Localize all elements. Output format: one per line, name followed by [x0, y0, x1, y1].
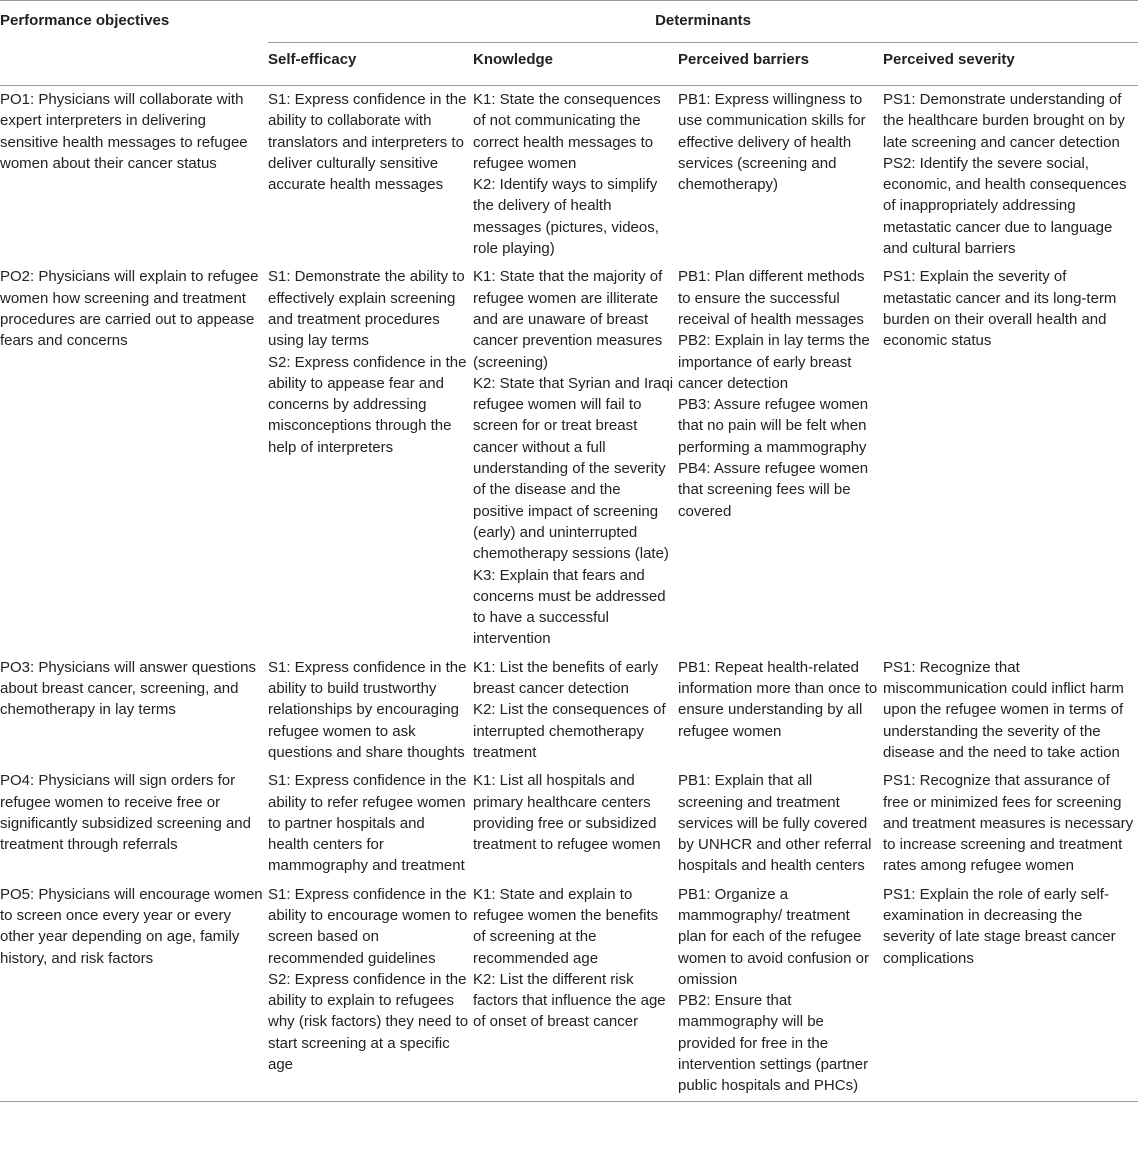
performance-objective-text: PO5: Physicians will encourage women to screen once every year or every other year depending on age, family history, and risk factors: [0, 885, 263, 967]
perceived-barriers-item: PB3: Assure refugee women that no pain will be felt when performing a mammography: [678, 396, 869, 456]
perceived-severity-item: PS1: Explain the severity of metastatic cancer and its long-term burden on their overall health and economic status: [883, 268, 1117, 350]
self-efficacy-cell: [268, 654, 473, 767]
perceived-barriers-cell: [678, 767, 883, 880]
knowledge-item: K2: Identify ways to simplify the delivery of health messages (pictures, videos, role playing): [473, 176, 659, 258]
perceived-barriers-cell: [678, 654, 883, 767]
header-row-1: [0, 1, 1138, 43]
self-efficacy-item: S1: Express confidence in the ability to collaborate with translators and interpreters to deliver culturally sensitive accurate health messages: [268, 91, 467, 194]
header-perceived-severity: Perceived severity: [883, 43, 1138, 86]
table-row: [0, 86, 1138, 264]
table-row: [0, 654, 1138, 767]
knowledge-item: K1: State and explain to refugee women the benefits of screening at the recommended age: [473, 885, 659, 967]
perceived-barriers-item: PB1: Organize a mammography/ treatment plan for each of the refugee women to avoid confusion or omission: [678, 885, 869, 988]
self-efficacy-item: S1: Express confidence in the ability to refer refugee women to partner hospitals and health centers for mammography and treatment: [268, 772, 467, 875]
perceived-barriers-item: PB4: Assure refugee women that screening fees will be covered: [678, 460, 869, 520]
header-blank: [0, 43, 268, 86]
knowledge-cell: [473, 881, 678, 1101]
perceived-barriers-item: PB1: Express willingness to use communication skills for effective delivery of health services (screening and chemotherapy): [678, 91, 866, 194]
performance-objective-cell: [0, 881, 268, 1101]
perceived-severity-cell: [883, 263, 1138, 653]
performance-objective-cell: [0, 263, 268, 653]
self-efficacy-cell: [268, 263, 473, 653]
perceived-barriers-item: PB1: Plan different methods to ensure the successful receival of health messages: [678, 268, 865, 328]
performance-objective-text: PO1: Physicians will collaborate with expert interpreters in delivering sensitive health messages to refugee women about their cancer status: [0, 91, 248, 172]
self-efficacy-item: S1: Express confidence in the ability to encourage women to screen based on recommended guidelines: [268, 885, 468, 967]
header-perceived-barriers: Perceived barriers: [678, 43, 883, 86]
knowledge-item: K1: State that the majority of refugee women are illiterate and are unaware of breast cancer prevention measures (screening): [473, 268, 663, 371]
knowledge-item: K1: State the consequences of not communicating the correct health messages to refugee women: [473, 91, 661, 172]
knowledge-cell: [473, 654, 678, 767]
performance-objective-cell: [0, 86, 268, 264]
self-efficacy-cell: [268, 881, 473, 1101]
self-efficacy-item: S1: Demonstrate the ability to effectively explain screening and treatment procedures using lay terms: [268, 268, 465, 350]
perceived-barriers-item: PB2: Ensure that mammography will be provided for free in the intervention settings (partner public hospitals and PHCs): [678, 992, 869, 1095]
header-self-efficacy: Self-efficacy: [268, 43, 473, 86]
perceived-severity-cell: [883, 767, 1138, 880]
perceived-barriers-item: PB1: Explain that all screening and treatment services will be fully covered by UNHCR and other referral hospitals and health centers: [678, 772, 872, 875]
header-performance-objectives: Performance objectives: [0, 1, 268, 43]
self-efficacy-cell: [268, 86, 473, 264]
perceived-severity-item: PS2: Identify the severe social, economic, and health consequences of inappropriately addressing metastatic cancer due to language and cultural barriers: [883, 154, 1127, 258]
knowledge-cell: [473, 767, 678, 880]
knowledge-item: K2: State that Syrian and Iraqi refugee women will fail to screen for or treat breast cancer without a full understanding of the severity of the disease and the positive impact of screening (early) and uninterrupted chemotherapy sessions (late): [473, 374, 674, 563]
perceived-barriers-cell: [678, 881, 883, 1101]
table-body: [0, 86, 1138, 1102]
knowledge-cell: [473, 86, 678, 264]
header-row-2: [0, 43, 1138, 86]
perceived-barriers-item: PB1: Repeat health-related information more than once to ensure understanding by all refugee women: [678, 658, 878, 740]
performance-objective-cell: [0, 767, 268, 880]
table-row: [0, 767, 1138, 880]
perceived-barriers-cell: [678, 263, 883, 653]
perceived-severity-item: PS1: Recognize that miscommunication could inflict harm upon the refugee women in terms of understanding the severity of the disease and the need to take action: [883, 658, 1124, 761]
knowledge-item: K1: List the benefits of early breast cancer detection: [473, 658, 659, 698]
performance-objective-text: PO2: Physicians will explain to refugee women how screening and treatment procedures are carried out to appease fears and concerns: [0, 268, 259, 350]
perceived-severity-item: PS1: Recognize that assurance of free or minimized fees for screening and treatment measures is necessary to increase screening and treatment rates among refugee women: [883, 772, 1134, 875]
perceived-severity-item: PS1: Explain the role of early self-examination in decreasing the severity of late stage breast cancer complications: [883, 885, 1116, 967]
perceived-severity-cell: [883, 654, 1138, 767]
header-determinants: Determinants: [268, 1, 1138, 43]
self-efficacy-item: S2: Express confidence in the ability to appease fear and concerns by addressing misconceptions through the help of interpreters: [268, 353, 467, 456]
self-efficacy-cell: [268, 767, 473, 880]
self-efficacy-item: S1: Express confidence in the ability to build trustworthy relationships by encouraging refugee women to ask questions and share thoughts: [268, 658, 467, 761]
knowledge-item: K2: List the consequences of interrupted chemotherapy treatment: [473, 701, 666, 761]
table-row: [0, 263, 1138, 653]
performance-objective-text: PO3: Physicians will answer questions about breast cancer, screening, and chemotherapy in lay terms: [0, 658, 256, 719]
knowledge-item: K2: List the different risk factors that influence the age of onset of breast cancer: [473, 970, 666, 1031]
perceived-severity-cell: [883, 881, 1138, 1101]
knowledge-cell: [473, 263, 678, 653]
table-row: [0, 881, 1138, 1101]
performance-objective-cell: [0, 654, 268, 767]
performance-objective-text: PO4: Physicians will sign orders for refugee women to receive free or significantly subsidized screening and treatment through referrals: [0, 772, 251, 854]
header-knowledge: Knowledge: [473, 43, 678, 86]
knowledge-item: K3: Explain that fears and concerns must be addressed to have a successful intervention: [473, 566, 666, 648]
perceived-barriers-item: PB2: Explain in lay terms the importance of early breast cancer detection: [678, 332, 870, 392]
perceived-severity-item: PS1: Demonstrate understanding of the healthcare burden brought on by late screening and cancer detection: [883, 91, 1125, 151]
perceived-severity-cell: [883, 86, 1138, 264]
self-efficacy-item: S2: Express confidence in the ability to explain to refugees why (risk factors) they need to start screening at a specific age: [268, 970, 469, 1074]
knowledge-item: K1: List all hospitals and primary healthcare centers providing free or subsidized treatment to refugee women: [473, 772, 661, 854]
perceived-barriers-cell: [678, 86, 883, 264]
